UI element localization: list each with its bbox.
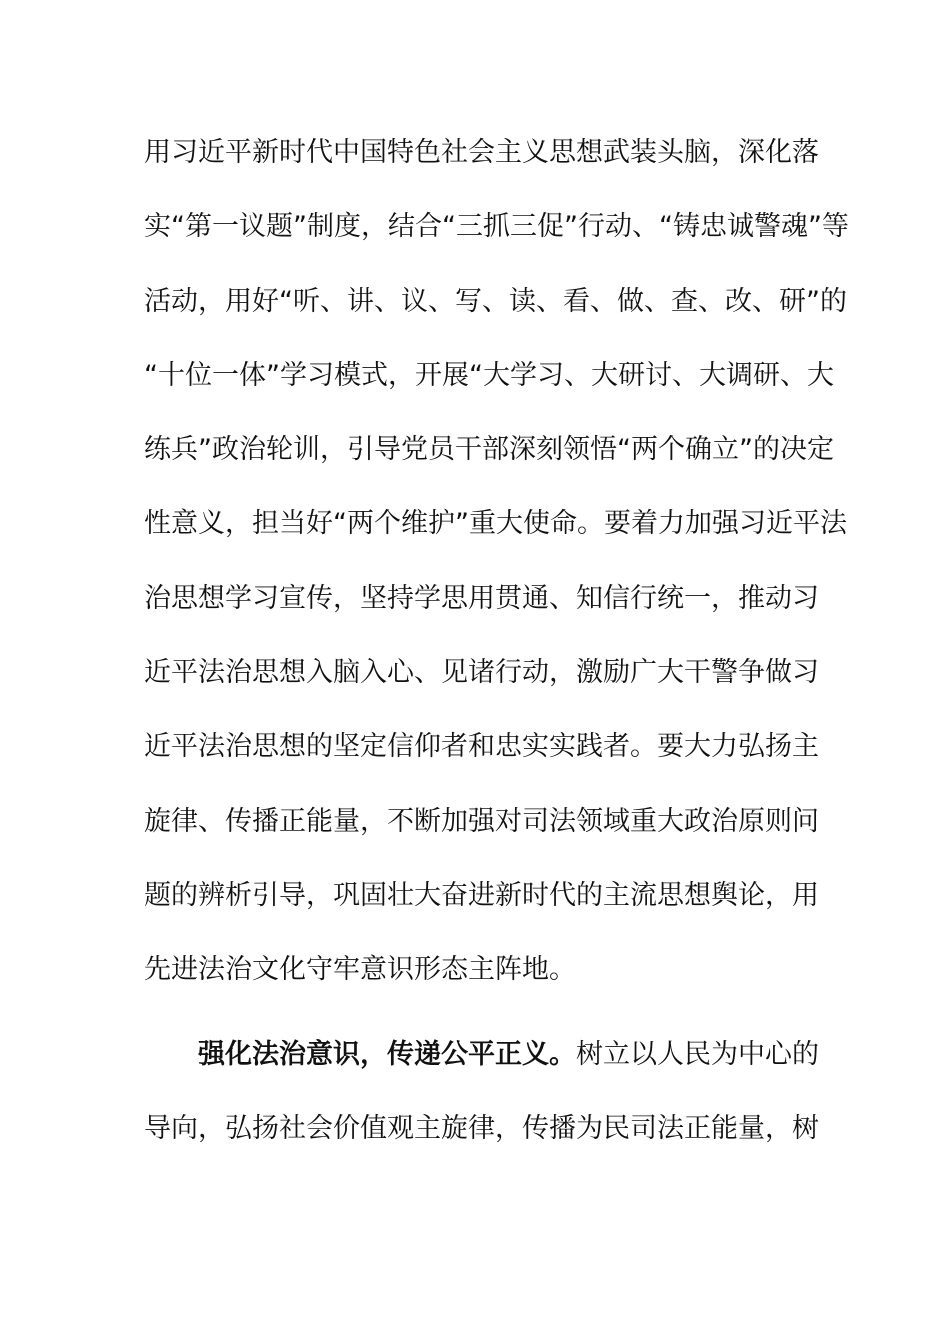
paragraph-line: “十位一体”学习模式，开展“大学习、大研讨、大调研、大 (144, 359, 834, 391)
paragraph-line: 用习近平新时代中国特色社会主义思想武装头脑，深化落 (144, 137, 819, 168)
paragraph-line: 性意义，担当好“两个维护”重大使命。要着力加强习近平法 (144, 508, 847, 540)
heading-line-rest: 树立以人民为中心的 (576, 1039, 819, 1070)
paragraph-line: 实“第一议题”制度，结合“三抓三促”行动、“铸忠诚警魂”等 (144, 211, 849, 243)
section-heading: 强化法治意识，传递公平正义。 (198, 1039, 576, 1070)
paragraph-line: 活动，用好“听、讲、议、写、读、看、做、查、改、研”的 (144, 285, 847, 317)
paragraph-first-line (144, 1028, 819, 1102)
paragraph-line: 近平法治思想的坚定信仰者和忠实实践者。要大力弘扬主 (144, 731, 819, 763)
paragraph-line: 导向，弘扬社会价值观主旋律，传播为民司法正能量，树 (144, 1113, 819, 1145)
body-paragraph-2 (144, 1028, 819, 1177)
body-paragraph-1 (144, 126, 849, 1018)
paragraph-line: 练兵”政治轮训，引导党员干部深刻领悟“两个确立”的决定 (144, 434, 834, 466)
paragraph-line: 先进法治文化守牢意识形态主阵地。 (144, 954, 576, 986)
paragraph-line: 旋律、传播正能量，不断加强对司法领域重大政治原则问 (144, 805, 819, 837)
paragraph-line: 近平法治思想入脑入心、见诸行动，激励广大干警争做习 (144, 657, 819, 689)
paragraph-line: 治思想学习宣传，坚持学思用贯通、知信行统一，推动习 (144, 582, 819, 614)
paragraph-line: 题的辨析引导，巩固壮大奋进新时代的主流思想舆论，用 (144, 879, 819, 911)
